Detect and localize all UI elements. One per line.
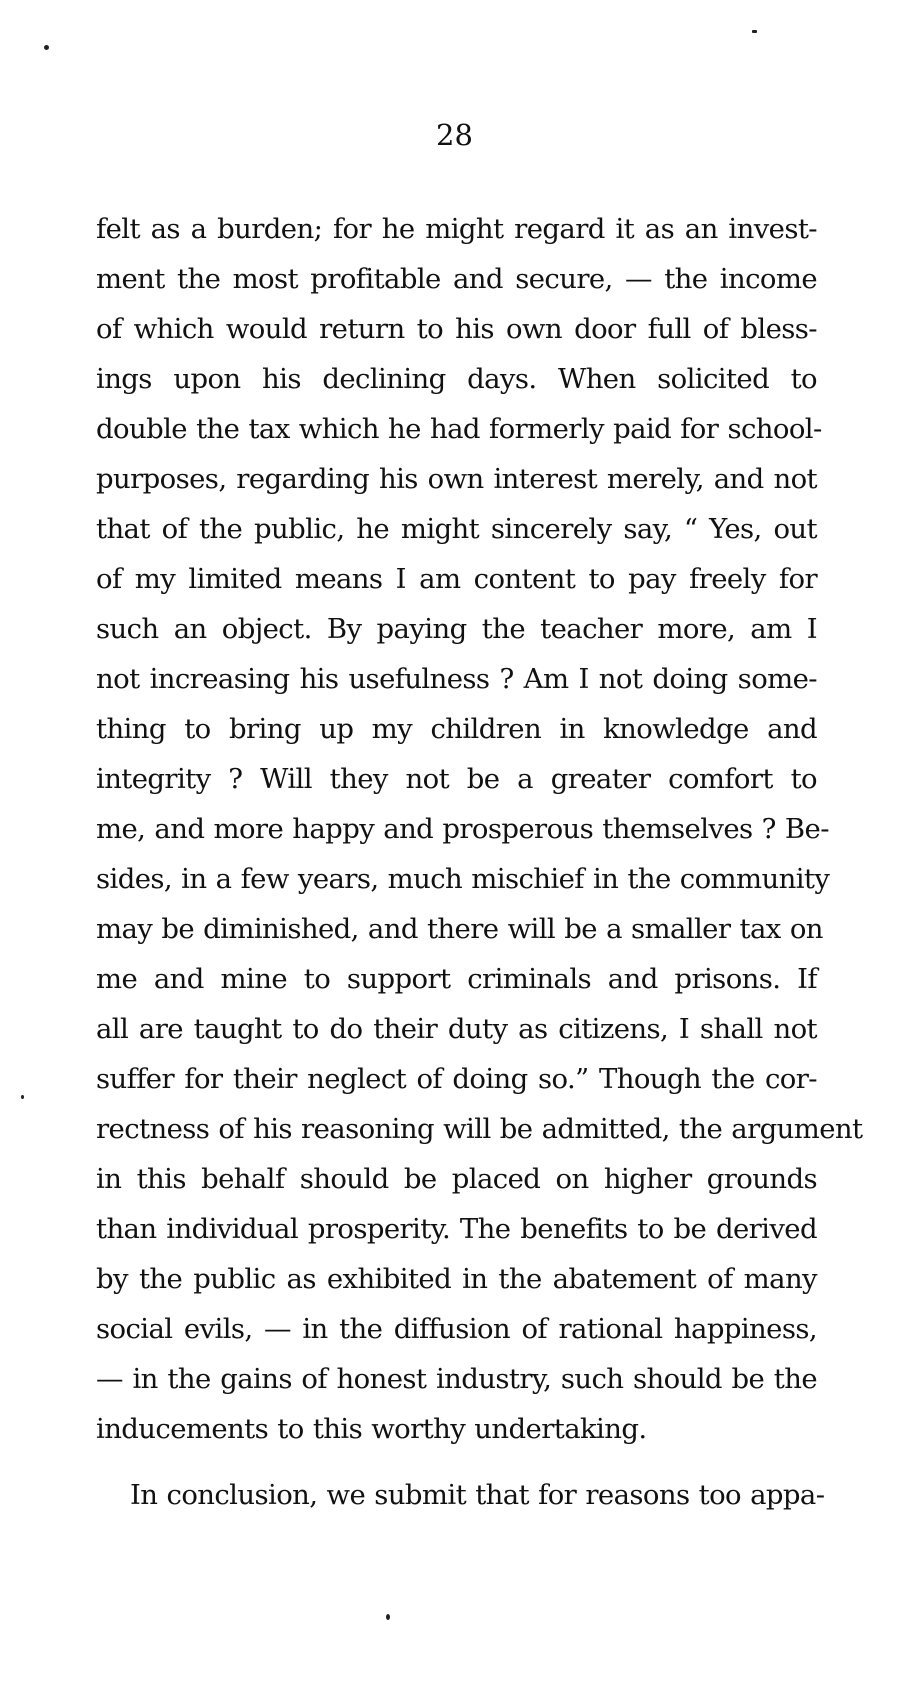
text-line: purposes, regarding his own interest merely, and not [96,463,817,495]
text-line: rectness of his reasoning will be admitted, the argument [96,1113,863,1145]
text-line: not increasing his usefulness ? Am I not doing some- [96,663,817,695]
page-number: 28 [436,118,473,152]
text-line: thing to bring up my children in knowledge and [96,713,817,745]
text-line: that of the public, he might sincerely say, “ Yes, out [96,513,817,545]
text-line: ment the most profitable and secure, — the income [96,263,817,295]
text-line: felt as a burden; for he might regard it as an invest- [96,213,817,245]
text-line: — in the gains of honest industry, such should be the [96,1363,817,1395]
text-line: in this behalf should be placed on higher grounds [96,1163,817,1195]
text-line: inducements to this worthy undertaking. [96,1413,647,1445]
text-line: of which would return to his own door full of bless- [96,313,817,345]
body-text [96,204,863,1520]
text-line: ings upon his declining days. When solicited to [96,363,817,395]
text-line: may be diminished, and there will be a smaller tax on [96,913,823,945]
scan-speck [21,1095,24,1099]
scan-speck [44,45,49,50]
paragraph-gap [96,1454,817,1470]
text-line: me, and more happy and prosperous themselves ? Be- [96,813,829,845]
text-line: social evils, — in the diffusion of rational happiness, [96,1313,817,1345]
text-line: by the public as exhibited in the abatement of many [96,1263,817,1295]
scan-speck [386,1614,390,1620]
text-line: of my limited means I am content to pay freely for [96,563,817,595]
text-line: In conclusion, we submit that for reasons too appa- [130,1479,825,1511]
text-line: suffer for their neglect of doing so.” Though the cor- [96,1063,817,1095]
text-line: such an object. By paying the teacher more, am I [96,613,817,645]
text-line: all are taught to do their duty as citizens, I shall not [96,1013,817,1045]
text-line: me and mine to support criminals and prisons. If [96,963,817,995]
scan-speck [752,30,757,33]
text-line: than individual prosperity. The benefits to be derived [96,1213,817,1245]
text-line: double the tax which he had formerly paid for school- [96,413,822,445]
text-line: sides, in a few years, much mischief in the community [96,863,830,895]
text-line: integrity ? Will they not be a greater comfort to [96,763,817,795]
